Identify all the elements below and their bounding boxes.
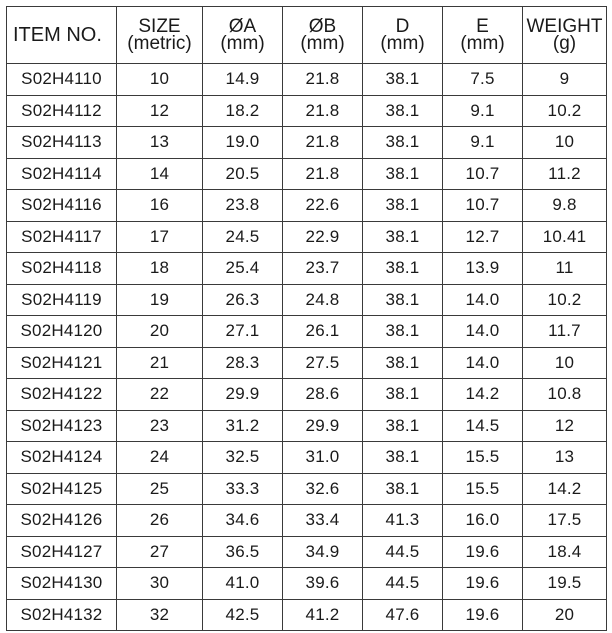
- size-cell: 16: [117, 190, 203, 222]
- item-no-cell: S02H4125: [7, 473, 117, 505]
- table-body: [7, 64, 607, 631]
- weight-cell: 14.2: [523, 473, 607, 505]
- header-label: ØB: [308, 16, 337, 37]
- e-cell: 9.1: [443, 127, 523, 159]
- weight-cell: 10.2: [523, 284, 607, 316]
- diameter-a-cell: 19.0: [203, 127, 283, 159]
- item-no-cell: S02H4117: [7, 221, 117, 253]
- diameter-b-cell: 32.6: [283, 473, 363, 505]
- diameter-b-cell: 21.8: [283, 64, 363, 96]
- header-d: [363, 7, 443, 64]
- diameter-a-cell: 24.5: [203, 221, 283, 253]
- header-unit: (mm): [460, 33, 505, 54]
- e-cell: 19.6: [443, 599, 523, 631]
- diameter-a-cell: 29.9: [203, 379, 283, 411]
- diameter-b-cell: 27.5: [283, 347, 363, 379]
- table-row: [7, 442, 607, 474]
- header-label: SIZE: [138, 16, 181, 37]
- item-no-cell: S02H4130: [7, 568, 117, 600]
- table-row: [7, 316, 607, 348]
- d-cell: 38.1: [363, 379, 443, 411]
- header-e: [443, 7, 523, 64]
- weight-cell: 18.4: [523, 536, 607, 568]
- e-cell: 7.5: [443, 64, 523, 96]
- diameter-b-cell: 33.4: [283, 505, 363, 537]
- e-cell: 16.0: [443, 505, 523, 537]
- item-no-cell: S02H4119: [7, 284, 117, 316]
- e-cell: 14.2: [443, 379, 523, 411]
- weight-cell: 13: [523, 442, 607, 474]
- e-cell: 14.0: [443, 316, 523, 348]
- diameter-a-cell: 20.5: [203, 158, 283, 190]
- d-cell: 38.1: [363, 127, 443, 159]
- item-no-cell: S02H4112: [7, 95, 117, 127]
- size-cell: 23: [117, 410, 203, 442]
- size-cell: 20: [117, 316, 203, 348]
- table-row: [7, 64, 607, 96]
- specification-table: [6, 6, 607, 631]
- weight-cell: 10: [523, 347, 607, 379]
- e-cell: 19.6: [443, 568, 523, 600]
- diameter-a-cell: 33.3: [203, 473, 283, 505]
- header-diameter-b: [283, 7, 363, 64]
- diameter-a-cell: 26.3: [203, 284, 283, 316]
- d-cell: 38.1: [363, 221, 443, 253]
- diameter-b-cell: 31.0: [283, 442, 363, 474]
- diameter-b-cell: 21.8: [283, 127, 363, 159]
- d-cell: 44.5: [363, 536, 443, 568]
- size-cell: 25: [117, 473, 203, 505]
- weight-cell: 11.2: [523, 158, 607, 190]
- d-cell: 38.1: [363, 347, 443, 379]
- header-row: [7, 7, 607, 64]
- size-cell: 12: [117, 95, 203, 127]
- diameter-a-cell: 25.4: [203, 253, 283, 285]
- e-cell: 10.7: [443, 158, 523, 190]
- size-cell: 32: [117, 599, 203, 631]
- diameter-b-cell: 22.9: [283, 221, 363, 253]
- table-row: [7, 253, 607, 285]
- header-label: E: [476, 16, 489, 37]
- d-cell: 38.1: [363, 253, 443, 285]
- size-cell: 21: [117, 347, 203, 379]
- d-cell: 38.1: [363, 95, 443, 127]
- table-row: [7, 284, 607, 316]
- d-cell: 38.1: [363, 284, 443, 316]
- header-unit: (g): [552, 33, 577, 54]
- table-row: [7, 473, 607, 505]
- size-cell: 13: [117, 127, 203, 159]
- d-cell: 38.1: [363, 158, 443, 190]
- item-no-cell: S02H4124: [7, 442, 117, 474]
- spec-sheet: [6, 6, 606, 631]
- e-cell: 15.5: [443, 442, 523, 474]
- diameter-a-cell: 36.5: [203, 536, 283, 568]
- weight-cell: 9: [523, 64, 607, 96]
- item-no-cell: S02H4116: [7, 190, 117, 222]
- d-cell: 44.5: [363, 568, 443, 600]
- diameter-b-cell: 34.9: [283, 536, 363, 568]
- weight-cell: 10.2: [523, 95, 607, 127]
- weight-cell: 9.8: [523, 190, 607, 222]
- weight-cell: 11: [523, 253, 607, 285]
- size-cell: 19: [117, 284, 203, 316]
- header-diameter-a: [203, 7, 283, 64]
- size-cell: 27: [117, 536, 203, 568]
- diameter-a-cell: 27.1: [203, 316, 283, 348]
- table-row: [7, 221, 607, 253]
- weight-cell: 11.7: [523, 316, 607, 348]
- table-row: [7, 190, 607, 222]
- table-row: [7, 599, 607, 631]
- diameter-b-cell: 39.6: [283, 568, 363, 600]
- diameter-a-cell: 34.6: [203, 505, 283, 537]
- diameter-b-cell: 26.1: [283, 316, 363, 348]
- weight-cell: 17.5: [523, 505, 607, 537]
- diameter-a-cell: 42.5: [203, 599, 283, 631]
- table-row: [7, 95, 607, 127]
- diameter-b-cell: 41.2: [283, 599, 363, 631]
- size-cell: 24: [117, 442, 203, 474]
- size-cell: 14: [117, 158, 203, 190]
- e-cell: 14.0: [443, 284, 523, 316]
- item-no-cell: S02H4132: [7, 599, 117, 631]
- table-row: [7, 347, 607, 379]
- table-row: [7, 505, 607, 537]
- weight-cell: 10: [523, 127, 607, 159]
- e-cell: 15.5: [443, 473, 523, 505]
- e-cell: 14.0: [443, 347, 523, 379]
- header-unit: (mm): [380, 33, 425, 54]
- item-no-cell: S02H4122: [7, 379, 117, 411]
- size-cell: 10: [117, 64, 203, 96]
- header-label: D: [395, 16, 410, 37]
- e-cell: 9.1: [443, 95, 523, 127]
- item-no-cell: S02H4127: [7, 536, 117, 568]
- diameter-b-cell: 22.6: [283, 190, 363, 222]
- header-unit: (metric): [127, 33, 192, 54]
- weight-cell: 19.5: [523, 568, 607, 600]
- d-cell: 38.1: [363, 64, 443, 96]
- d-cell: 38.1: [363, 442, 443, 474]
- size-cell: 18: [117, 253, 203, 285]
- diameter-a-cell: 23.8: [203, 190, 283, 222]
- item-no-cell: S02H4118: [7, 253, 117, 285]
- d-cell: 38.1: [363, 316, 443, 348]
- diameter-a-cell: 18.2: [203, 95, 283, 127]
- d-cell: 38.1: [363, 410, 443, 442]
- header-unit: (mm): [220, 33, 265, 54]
- diameter-a-cell: 41.0: [203, 568, 283, 600]
- diameter-b-cell: 29.9: [283, 410, 363, 442]
- diameter-b-cell: 24.8: [283, 284, 363, 316]
- weight-cell: 10.41: [523, 221, 607, 253]
- diameter-b-cell: 21.8: [283, 95, 363, 127]
- diameter-b-cell: 23.7: [283, 253, 363, 285]
- diameter-b-cell: 21.8: [283, 158, 363, 190]
- e-cell: 13.9: [443, 253, 523, 285]
- d-cell: 38.1: [363, 190, 443, 222]
- size-cell: 30: [117, 568, 203, 600]
- item-no-cell: S02H4123: [7, 410, 117, 442]
- d-cell: 41.3: [363, 505, 443, 537]
- weight-cell: 20: [523, 599, 607, 631]
- size-cell: 22: [117, 379, 203, 411]
- table-row: [7, 127, 607, 159]
- header-label: WEIGHT: [526, 16, 603, 37]
- item-no-cell: S02H4126: [7, 505, 117, 537]
- table-row: [7, 410, 607, 442]
- diameter-b-cell: 28.6: [283, 379, 363, 411]
- table-row: [7, 536, 607, 568]
- e-cell: 10.7: [443, 190, 523, 222]
- weight-cell: 12: [523, 410, 607, 442]
- table-row: [7, 158, 607, 190]
- item-no-cell: S02H4120: [7, 316, 117, 348]
- item-no-cell: S02H4121: [7, 347, 117, 379]
- d-cell: 47.6: [363, 599, 443, 631]
- e-cell: 14.5: [443, 410, 523, 442]
- diameter-a-cell: 32.5: [203, 442, 283, 474]
- diameter-a-cell: 14.9: [203, 64, 283, 96]
- header-item-no: [7, 7, 117, 64]
- header-size: [117, 7, 203, 64]
- header-label: ØA: [228, 16, 257, 37]
- size-cell: 26: [117, 505, 203, 537]
- item-no-cell: S02H4113: [7, 127, 117, 159]
- size-cell: 17: [117, 221, 203, 253]
- diameter-a-cell: 31.2: [203, 410, 283, 442]
- weight-cell: 10.8: [523, 379, 607, 411]
- diameter-a-cell: 28.3: [203, 347, 283, 379]
- d-cell: 38.1: [363, 473, 443, 505]
- table-row: [7, 568, 607, 600]
- table-row: [7, 379, 607, 411]
- e-cell: 12.7: [443, 221, 523, 253]
- header-unit: (mm): [300, 33, 345, 54]
- table-header: [7, 7, 607, 64]
- item-no-cell: S02H4110: [7, 64, 117, 96]
- e-cell: 19.6: [443, 536, 523, 568]
- header-weight: [523, 7, 607, 64]
- header-label: ITEM NO.: [13, 23, 102, 46]
- item-no-cell: S02H4114: [7, 158, 117, 190]
